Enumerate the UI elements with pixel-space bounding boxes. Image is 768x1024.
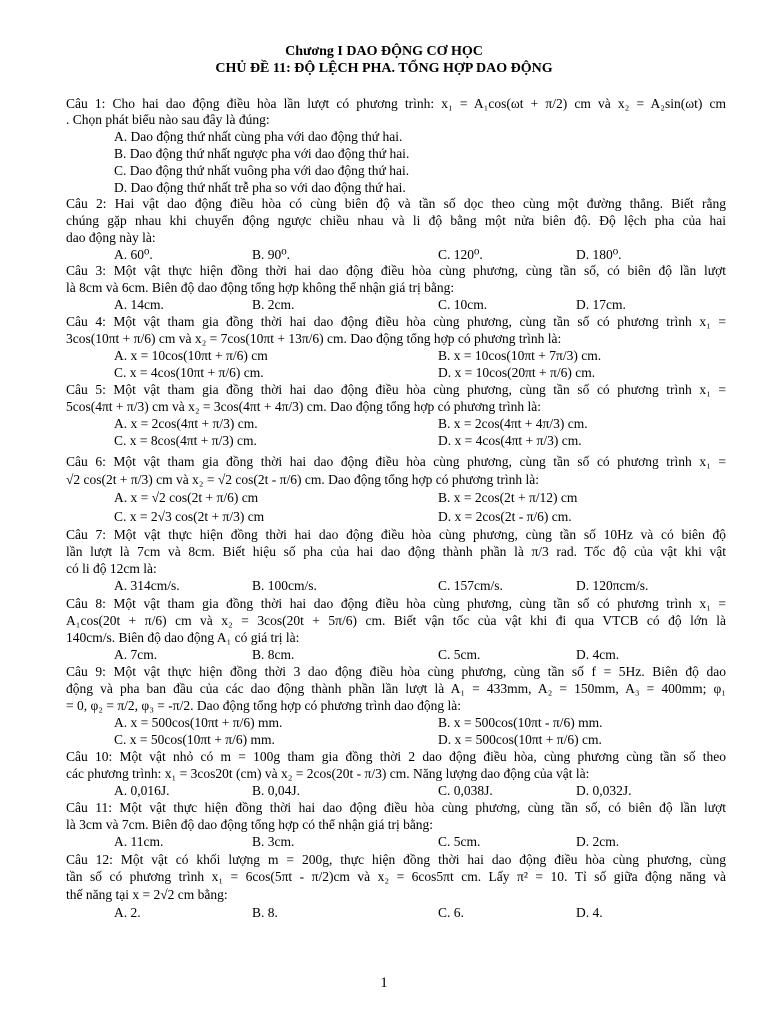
- option-d: D. x = 2cos(2t - π/6) cm.: [438, 509, 572, 524]
- option-b: B. x = 10cos(10πt + 7π/3) cm.: [438, 348, 602, 363]
- option-a: A. x = 10cos(10πt + π/6) cm: [114, 348, 268, 363]
- option-b: B. Dao động thứ nhất ngược pha với dao động thứ hai.: [114, 146, 410, 161]
- question-text: Câu 9: Một vật thực hiện đồng thời 3 dao động điều hòa cùng phương, cùng tần số f = 5Hz. Biên độ dao: [66, 664, 726, 679]
- chapter-title: Chương I DAO ĐỘNG CƠ HỌC: [285, 44, 483, 59]
- option-b: B. 2cm.: [252, 297, 295, 312]
- question-text: Câu 10: Một vật nhỏ có m = 100g tham gia đồng thời 2 dao động điều hòa, cùng phương cùng tần số theo: [66, 749, 726, 764]
- option-c: C. 120⁰.: [438, 247, 483, 262]
- option-b: B. 100cm/s.: [252, 578, 317, 593]
- option-a: A. 7cm.: [114, 647, 158, 662]
- question-text: Câu 12: Một vật có khối lượng m = 200g, thực hiện đồng thời hai dao động điều hòa cùng phương, cùng: [66, 852, 726, 867]
- option-b: B. x = 2cos(4πt + 4π/3) cm.: [438, 416, 588, 431]
- option-d: D. x = 10cos(20πt + π/6) cm.: [438, 365, 596, 380]
- option-d: D. x = 4cos(4πt + π/3) cm.: [438, 433, 582, 448]
- question-text: có li độ 12cm là:: [66, 561, 157, 576]
- question-text: Câu 11: Một vật thực hiện đồng thời hai dao động điều hòa cùng phương, cùng tần số, có biên độ lần lượt: [66, 800, 726, 815]
- question-text: Câu 5: Một vật tham gia đồng thời hai dao động điều hòa cùng phương, cùng tần số có phương trình x₁ =: [66, 382, 726, 397]
- option-c: C. x = 50cos(10πt + π/6) mm.: [114, 732, 275, 747]
- option-c: C. 0,038J.: [438, 783, 493, 798]
- question-text: . Chọn phát biểu nào sau đây là đúng:: [66, 112, 270, 127]
- question-text: là 8cm và 6cm. Biên độ dao động tổng hợp không thể nhận giá trị bằng:: [66, 280, 455, 295]
- question-text: 5cos(4πt + π/3) cm và x₂ = 3cos(4πt + 4π/3) cm. Dao động tổng hợp có phương trình là:: [66, 399, 541, 414]
- question-text: Câu 7: Một vật thực hiện đồng thời hai dao động điều hòa cùng phương, cùng tần số 10Hz và có biên độ: [66, 527, 726, 542]
- question-text: lần lượt là 7cm và 8cm. Biết hiệu số pha của hai dao động thành phần là π/3 rad. Tốc độ của vật khi vật: [66, 544, 726, 559]
- option-d: D. 120πcm/s.: [576, 578, 649, 593]
- question-text: tần số có phương trình x₁ = 6cos(5πt - π/2)cm và x₂ = 6cos5πt cm. Lấy π² = 10. Tỉ số giữa động năng và: [66, 869, 726, 884]
- option-a: A. 11cm.: [114, 834, 164, 849]
- question-text: dao động này là:: [66, 230, 156, 245]
- question-text: √2 cos(2t + π/3) cm và x₂ = √2 cos(2t - π/6) cm. Dao động tổng hợp có phương trình là:: [66, 472, 540, 487]
- question-text: Câu 4: Một vật tham gia đồng thời hai dao động điều hòa cùng phương, cùng tần số có phương trình x₁ =: [66, 314, 726, 329]
- option-d: D. 180⁰.: [576, 247, 622, 262]
- option-b: B. 90⁰.: [252, 247, 291, 262]
- question-text: các phương trình: x₁ = 3cos20t (cm) và x₂ = 2cos(20t - π/3) cm. Năng lượng dao động của vật là:: [66, 766, 590, 781]
- option-c: C. 5cm.: [438, 647, 481, 662]
- option-b: B. x = 2cos(2t + π/12) cm: [438, 490, 578, 505]
- option-a: A. 314cm/s.: [114, 578, 180, 593]
- option-d: D. 17cm.: [576, 297, 626, 312]
- option-a: A. x = 2cos(4πt + π/3) cm.: [114, 416, 258, 431]
- option-c: C. x = 8cos(4πt + π/3) cm.: [114, 433, 257, 448]
- option-d: D. 2cm.: [576, 834, 620, 849]
- question-text: Câu 6: Một vật tham gia đồng thời hai dao động điều hòa cùng phương, cùng tần số có phương trình x₁ =: [66, 454, 726, 469]
- option-d: D. 4cm.: [576, 647, 620, 662]
- question-text: Câu 2: Hai vật dao động điều hòa có cùng biên độ và tần số dọc theo cùng một đường thẳng. Biết rằng: [66, 196, 726, 211]
- option-d: D. 0,032J.: [576, 783, 632, 798]
- option-a: A. x = √2 cos(2t + π/6) cm: [114, 490, 259, 505]
- question-text: là 3cm và 7cm. Biên độ dao động tổng hợp có thể nhận giá trị bằng:: [66, 817, 434, 832]
- option-d: D. x = 500cos(10πt + π/6) cm.: [438, 732, 602, 747]
- question-text: 3cos(10πt + π/6) cm và x₂ = 7cos(10πt + 13π/6) cm. Dao động tổng hợp có phương trình là:: [66, 331, 562, 346]
- option-c: C. Dao động thứ nhất vuông pha với dao động thứ hai.: [114, 163, 410, 178]
- question-text: động và pha ban đầu của các dao động thành phần lần lượt là A₁ = 433mm, A₂ = 150mm, A₃ = 400mm; φ₁: [66, 681, 726, 696]
- question-text: Câu 8: Một vật tham gia đồng thời hai dao động điều hòa cùng phương, cùng tần số có phương trình x₁ =: [66, 596, 726, 611]
- option-a: A. 2.: [114, 905, 141, 920]
- option-a: A. 60⁰.: [114, 247, 153, 262]
- question-text: Câu 1: Cho hai dao động điều hòa lần lượt có phương trình: x₁ = A₁cos(ωt + π/2) cm và x₂ = A₂sin(ωt) cm: [66, 96, 726, 111]
- question-text: = 0, φ₂ = π/2, φ₃ = -π/2. Dao động tổng hợp có phương trình dao động là:: [66, 698, 462, 713]
- option-a: A. Dao động thứ nhất cùng pha với dao động thứ hai.: [114, 129, 403, 144]
- question-text: thế năng tại x = 2√2 cm bằng:: [66, 887, 228, 902]
- option-c: C. x = 2√3 cos(2t + π/3) cm: [114, 509, 265, 524]
- question-text: chúng gặp nhau khi chuyển động ngược chiều nhau và li độ bằng một nửa biên độ. Độ lệch pha của hai: [66, 213, 726, 228]
- topic-title: CHỦ ĐỀ 11: ĐỘ LỆCH PHA. TỔNG HỢP DAO ĐỘNG: [215, 61, 553, 76]
- option-c: C. 6.: [438, 905, 464, 920]
- option-a: A. 14cm.: [114, 297, 164, 312]
- option-b: B. x = 500cos(10πt - π/6) mm.: [438, 715, 603, 730]
- option-d: D. 4.: [576, 905, 603, 920]
- page-number: 1: [380, 975, 388, 991]
- option-c: C. 157cm/s.: [438, 578, 503, 593]
- option-c: C. 5cm.: [438, 834, 481, 849]
- option-d: D. Dao động thứ nhất trễ pha so với dao động thứ hai.: [114, 180, 406, 195]
- option-a: A. x = 500cos(10πt + π/6) mm.: [114, 715, 283, 730]
- question-text: A₁cos(20t + π/6) cm và x₂ = 3cos(20t + 5π/6) cm. Biết vận tốc của vật khi đi qua VTCB có độ lớn là: [66, 613, 726, 628]
- option-b: B. 8cm.: [252, 647, 295, 662]
- option-b: B. 0,04J.: [252, 783, 301, 798]
- option-b: B. 8.: [252, 905, 278, 920]
- question-text: Câu 3: Một vật thực hiện đồng thời hai dao động điều hòa cùng phương, cùng tần số, có biên độ lần lượt: [66, 263, 726, 278]
- question-text: 140cm/s. Biên độ dao động A₁ có giá trị là:: [66, 630, 300, 645]
- option-b: B. 3cm.: [252, 834, 295, 849]
- option-c: C. 10cm.: [438, 297, 488, 312]
- option-c: C. x = 4cos(10πt + π/6) cm.: [114, 365, 264, 380]
- option-a: A. 0,016J.: [114, 783, 170, 798]
